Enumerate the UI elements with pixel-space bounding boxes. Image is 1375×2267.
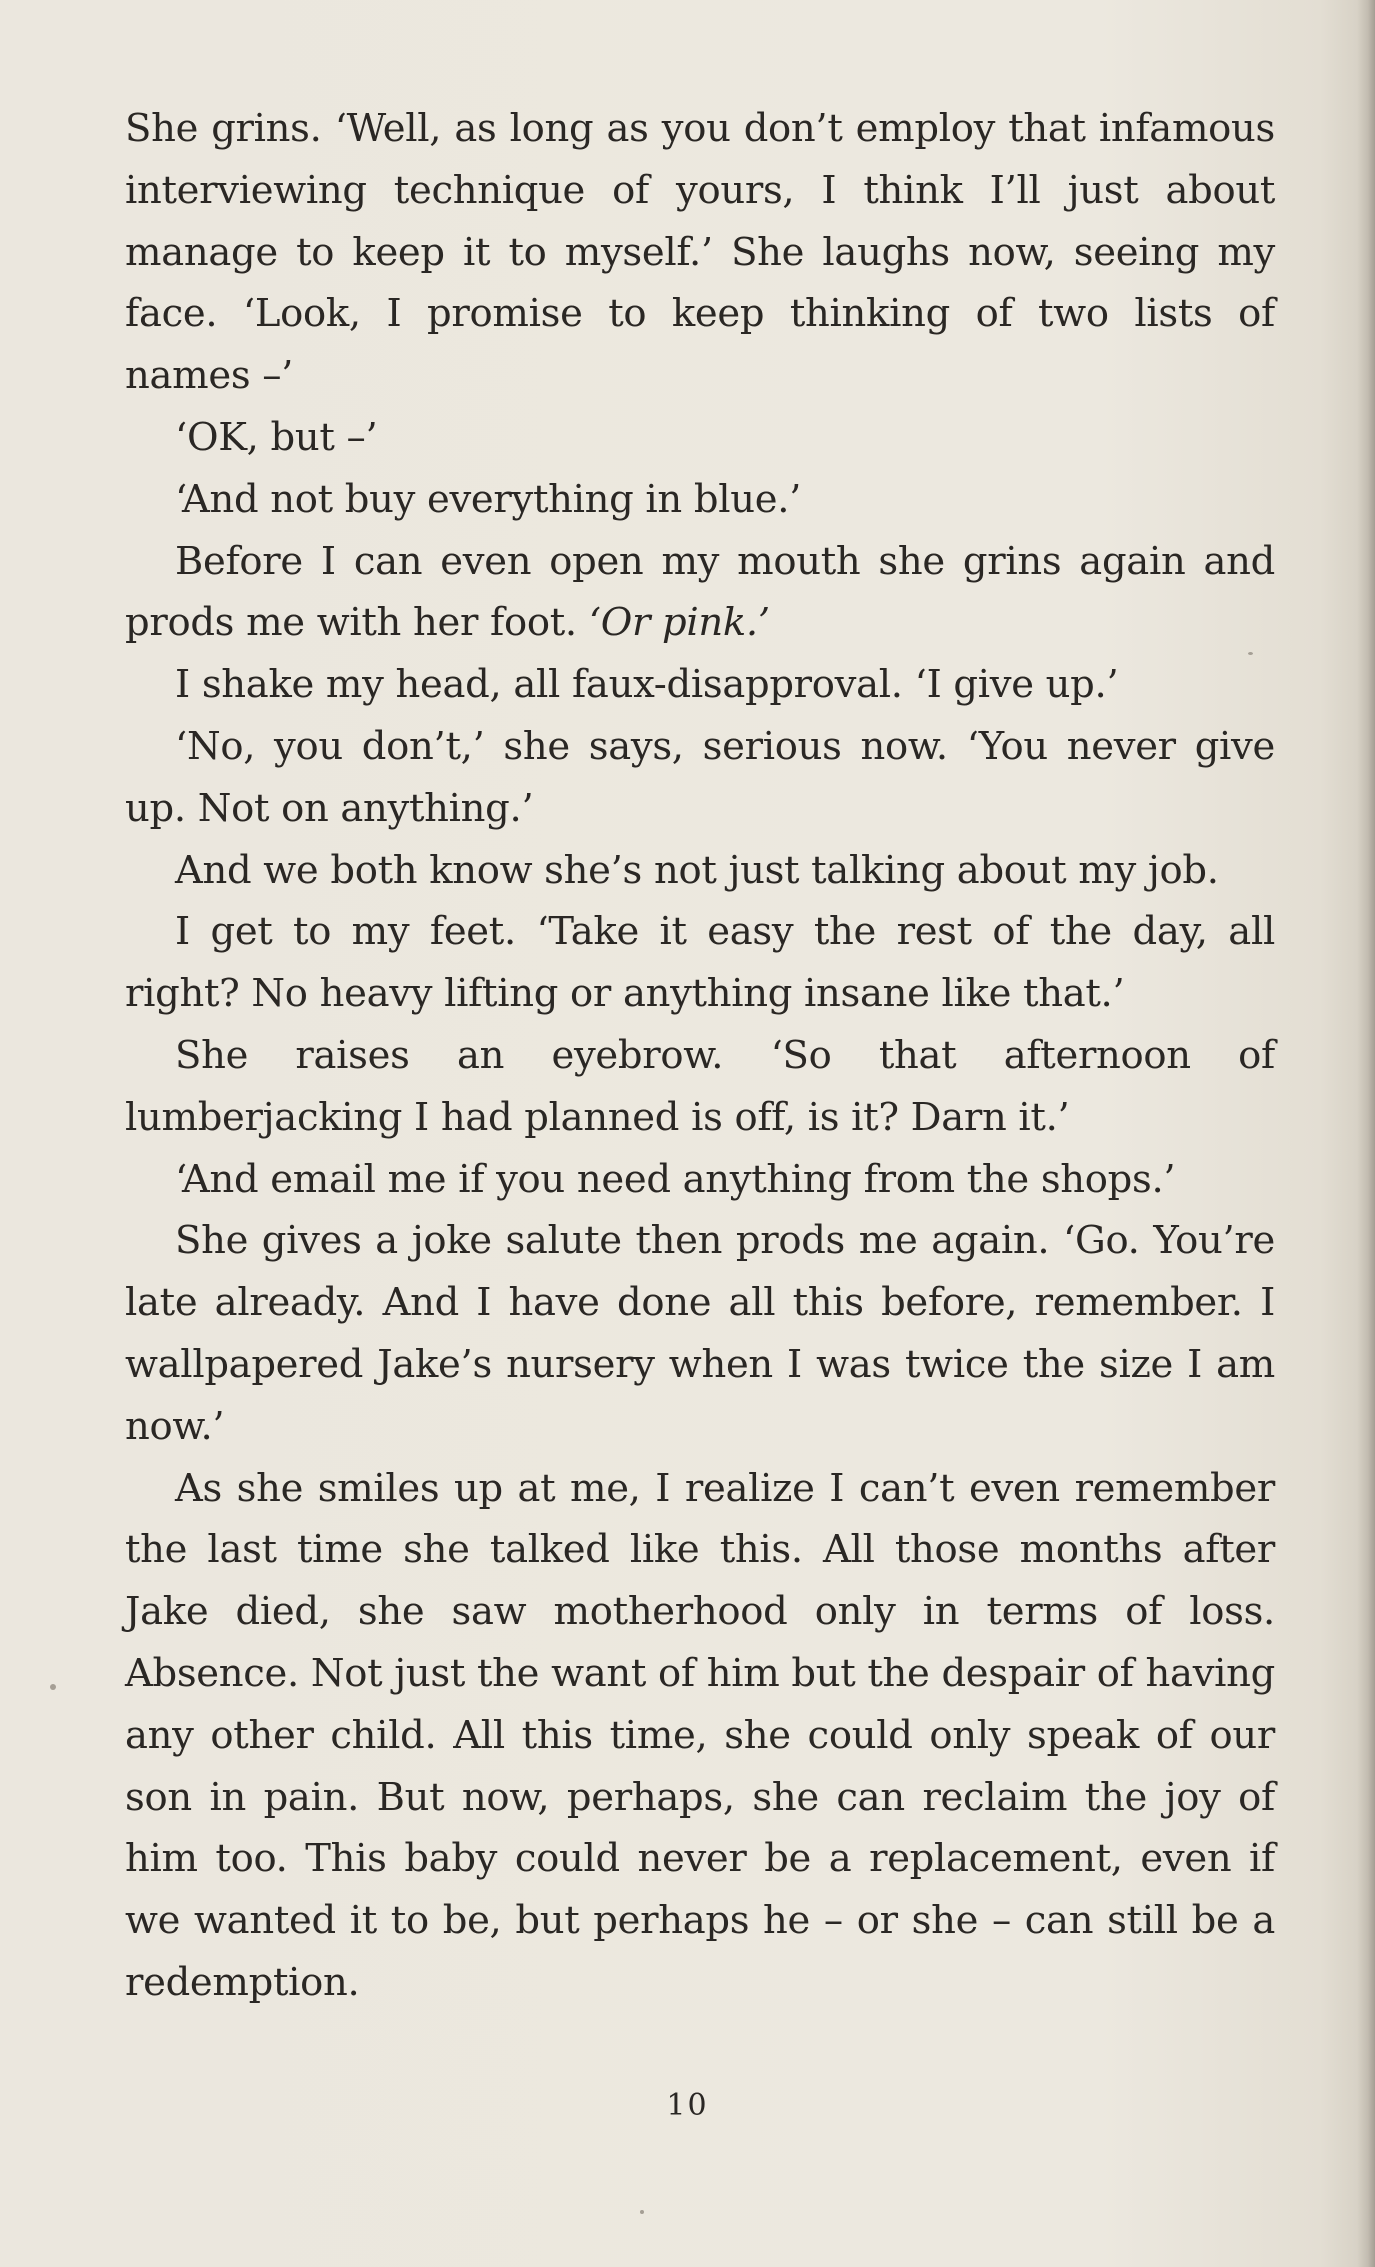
paper-speck	[1248, 652, 1253, 655]
paragraph-10: ‘And email me if you need anything from the shops.’	[175, 1156, 1176, 1202]
paragraph-9: She raises an eyebrow. ‘So that afternoon of lumberjacking I had planned is off, is it? Darn it.’	[125, 1032, 1275, 1140]
paragraph-2: ‘OK, but –’	[175, 414, 378, 460]
paragraph-5: I shake my head, all faux-disapproval. ‘I give up.’	[175, 662, 1119, 708]
paragraph-4	[125, 531, 1275, 655]
paragraph-3: ‘And not buy everything in blue.’	[175, 476, 802, 522]
paragraph-8: I get to my feet. ‘Take it easy the rest of the day, all right? No heavy lifting or anything insane like that.’	[125, 909, 1275, 1017]
page-number: 10	[666, 2088, 709, 2123]
paragraph-1: She grins. ‘Well, as long as you don’t employ that infamous interviewing technique of yours, I think I’ll just about manage to keep it to myself.’ She laughs now, seeing my face. ‘Look, I promise to keep thinking of two lists of names –’	[125, 106, 1275, 399]
paragraph-7: And we both know she’s not just talking about my job.	[175, 847, 1219, 893]
paragraph-6: ‘No, you don’t,’ she says, serious now. ‘You never give up. Not on anything.’	[125, 723, 1275, 831]
body-text	[125, 98, 1275, 2014]
paragraph-4-text: Before I can even open my mouth she grins again and prods me with her foot.	[125, 538, 1275, 646]
page-edge-shadow	[1357, 0, 1375, 2267]
paper-speck	[640, 2210, 644, 2214]
paragraph-4-emphasis: ‘Or pink.’	[588, 600, 770, 646]
paragraph-11: She gives a joke salute then prods me again. ‘Go. You’re late already. And I have done all this before, remember. I wallpapered Jake’s nursery when I was twice the size I am now.’	[125, 1218, 1275, 1449]
paragraph-12: As she smiles up at me, I realize I can’t even remember the last time she talked like this. All those months after Jake died, she saw motherhood only in terms of loss. Absence. Not just the want of him but the despair of having any other child. All this time, she could only speak of our son in pain. But now, perhaps, she can reclaim the joy of him too. This baby could never be a replacement, even if we wanted it to be, but perhaps he – or she – can still be a redemption.	[125, 1465, 1276, 2005]
paper-speck	[50, 1684, 56, 1690]
